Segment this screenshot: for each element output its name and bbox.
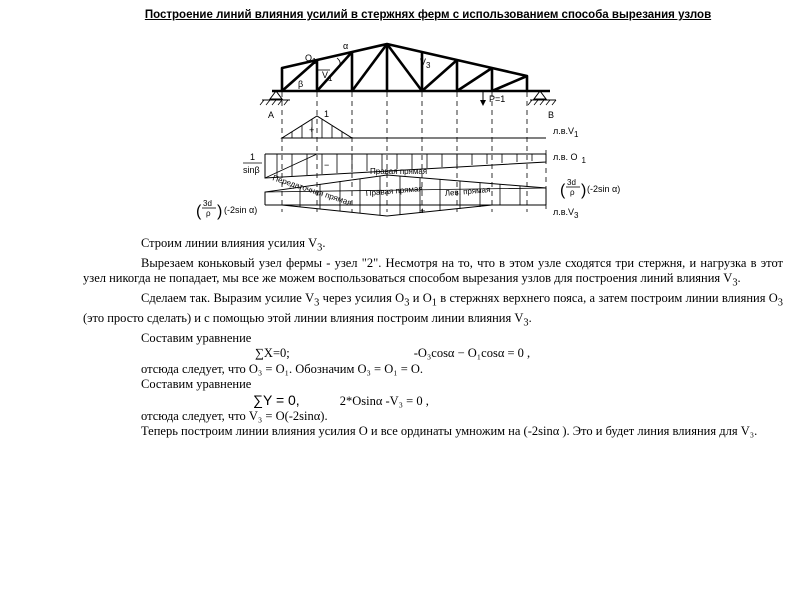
paragraph-6: Составим уравнение bbox=[141, 377, 252, 392]
svg-text:3d: 3d bbox=[203, 199, 212, 208]
svg-text:): ) bbox=[217, 203, 223, 220]
paragraph-7: отсюда следует, что V₃ = O(-2sinα). bbox=[141, 409, 328, 424]
support-A bbox=[260, 91, 290, 105]
paragraph-8: Теперь построим линии влияния усилия O и все ординаты умножим на (-2sinα ). Это и будет линия влияния для V₃. bbox=[141, 424, 758, 439]
svg-text:3d: 3d bbox=[567, 178, 576, 187]
label-load: P=1 bbox=[489, 94, 506, 104]
label-support-b: B bbox=[548, 110, 555, 120]
label-right-line: Правая прямая bbox=[370, 167, 428, 176]
label-lv-o1: л.в. O 1 bbox=[553, 152, 586, 165]
v1-plus-sign: + bbox=[309, 125, 315, 135]
alpha-arc bbox=[337, 58, 340, 66]
paragraph-3: Сделаем так. Выразим усилие $V_3$ через усилия $O_3$ и $O_1$ в стержнях верхнего пояса, а затем построим линии влияния $O_3$ (это просто сделать) и с помощью этой линии влияния построим линии влияния $V_3$. bbox=[83, 291, 783, 329]
label-transfer-line: Передаточная прямая bbox=[271, 173, 353, 208]
svg-text:ρ: ρ bbox=[206, 209, 211, 218]
label-node-1: 1 bbox=[324, 109, 330, 119]
influence-line-v1 bbox=[282, 116, 546, 138]
left-coefficient bbox=[196, 199, 257, 220]
svg-text:(: ( bbox=[196, 203, 202, 220]
label-beta: β bbox=[298, 79, 304, 89]
label-left-line: Лев. прямая bbox=[444, 185, 491, 198]
truss-influence-lines-diagram bbox=[0, 0, 800, 232]
o1-minus-sign: − bbox=[324, 160, 330, 170]
svg-text:(: ( bbox=[560, 182, 566, 199]
label-o1: O1 bbox=[305, 53, 317, 66]
svg-text:(-2sin α): (-2sin α) bbox=[224, 205, 258, 215]
label-v3: V3 bbox=[420, 57, 431, 70]
influence-line-v3 bbox=[265, 175, 546, 216]
svg-text:(-2sin α): (-2sin α) bbox=[587, 184, 621, 194]
svg-text:ρ: ρ bbox=[570, 188, 575, 197]
label-v1: V1 bbox=[322, 70, 333, 83]
paragraph-1: Строим линии влияния усилия $V_3$. bbox=[141, 236, 326, 254]
label-support-a: A bbox=[268, 110, 275, 120]
equation-sum-y: ∑Y = 0, 2*Osinα -V₃ = 0 , bbox=[253, 391, 429, 408]
paragraph-4: Составим уравнение bbox=[141, 331, 252, 346]
page-title: Построение линий влияния усилий в стержнях ферм с использованием способа вырезания узлов bbox=[144, 9, 712, 21]
label-sin-beta: sinβ bbox=[243, 165, 260, 175]
unit-load-arrow bbox=[480, 92, 486, 106]
equation-sum-x: ∑X=0; -O₃cosα − O₁cosα = 0 , bbox=[255, 346, 531, 361]
v3-plus-sign: + bbox=[420, 206, 426, 216]
paragraph-2: Вырезаем коньковый узел фермы - узел "2". Несмотря на то, что в этом узле сходятся три стержня, и нагрузка в этот узел никогда не попадает, мы все же можем воспользоваться способом вырезания узлов для построения линий влияния $V_3$. bbox=[83, 255, 783, 289]
label-lv-v1: л.в.V1 bbox=[553, 126, 579, 139]
paragraph-5: отсюда следует, что O₃ = O₁. Обозначим O₃ = O₁ = O. bbox=[141, 361, 424, 376]
label-alpha: α bbox=[343, 41, 349, 51]
svg-text:): ) bbox=[581, 182, 587, 199]
label-lv-v3: л.в.V3 bbox=[553, 207, 579, 220]
label-one-over: 1 bbox=[250, 152, 256, 162]
support-B bbox=[528, 91, 556, 105]
label-right-line-2: Правая прямая bbox=[365, 184, 424, 198]
explanation-text bbox=[83, 236, 783, 440]
right-coefficient bbox=[560, 178, 620, 199]
